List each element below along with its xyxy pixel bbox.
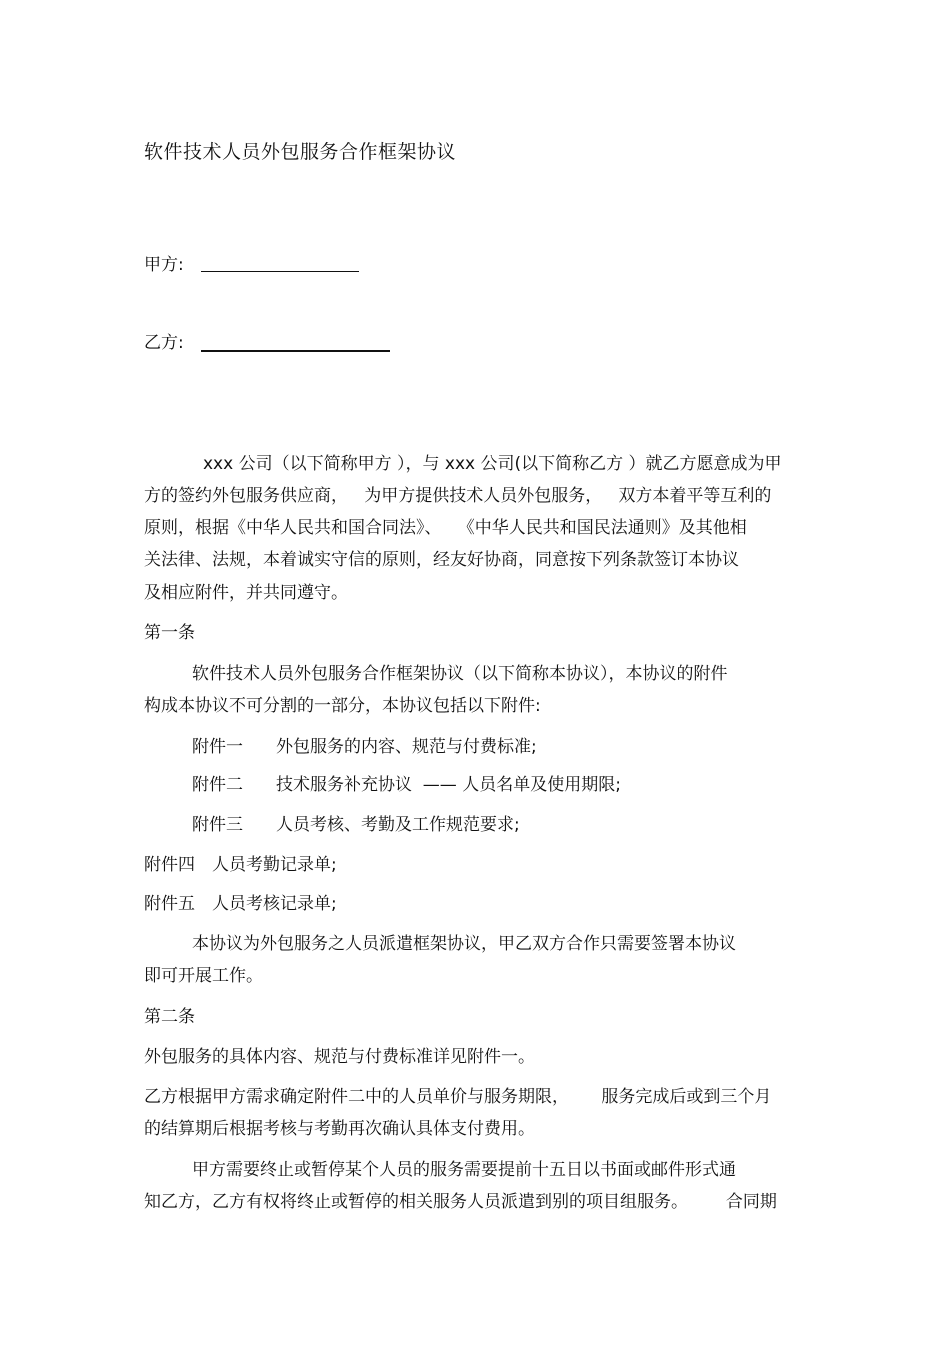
article-2-paragraph-3-line: 甲方需要终止或暂停某个人员的服务需要提前十五日以书面或邮件形式通 bbox=[192, 1160, 736, 1180]
preamble-line: 原则，根据《中华人民共和国合同法》、 《中华人民共和国民法通则》及其他相 bbox=[144, 518, 747, 538]
attachment-5-text: 人员考核记录单; bbox=[212, 894, 337, 914]
article-1-note-line: 本协议为外包服务之人员派遣框架协议，甲乙双方合作只需要签署本协议 bbox=[192, 934, 736, 954]
party-b-blank-line bbox=[201, 350, 390, 352]
attachment-5-label: 附件五 bbox=[144, 894, 195, 914]
article-1-intro-line: 软件技术人员外包服务合作框架协议（以下简称本协议），本协议的附件 bbox=[192, 664, 728, 684]
attachment-3-label: 附件三 bbox=[192, 815, 243, 835]
attachment-1-label: 附件一 bbox=[192, 737, 243, 757]
party-a-blank-line bbox=[201, 271, 359, 272]
preamble-line: xxx 公司（以下简称甲方 ），与 xxx 公司(以下简称乙方 ）就乙方愿意成为甲 bbox=[203, 454, 782, 474]
preamble-line: 关法律、法规，本着诚实守信的原则，经友好协商，同意按下列条款签订本协议 bbox=[144, 550, 739, 570]
attachment-2-text: 技术服务补充协议 —— 人员名单及使用期限; bbox=[276, 775, 621, 795]
preamble-line: 方的签约外包服务供应商， 为甲方提供技术人员外包服务， 双方本着平等互利的 bbox=[144, 486, 772, 506]
article-2-heading: 第二条 bbox=[144, 1007, 195, 1027]
document-title: 软件技术人员外包服务合作框架协议 bbox=[144, 141, 457, 163]
article-1-note-line: 即可开展工作。 bbox=[144, 966, 263, 986]
attachment-1-text: 外包服务的内容、规范与付费标准; bbox=[276, 737, 537, 757]
article-2-paragraph-2-line: 乙方根据甲方需求确定附件二中的人员单价与服务期限， 服务完成后或到三个月 bbox=[144, 1087, 772, 1107]
article-1-heading: 第一条 bbox=[144, 623, 195, 643]
article-1-intro-line: 构成本协议不可分割的一部分，本协议包括以下附件: bbox=[144, 696, 541, 716]
preamble-line: 及相应附件，并共同遵守。 bbox=[144, 583, 348, 603]
party-b-label: 乙方: bbox=[144, 333, 184, 353]
party-a-label: 甲方: bbox=[144, 255, 184, 275]
attachment-2-label: 附件二 bbox=[192, 775, 243, 795]
article-2-paragraph-2-line: 的结算期后根据考核与考勤再次确认具体支付费用。 bbox=[144, 1119, 535, 1139]
attachment-4-text: 人员考勤记录单; bbox=[212, 855, 337, 875]
article-2-paragraph-3-line: 知乙方，乙方有权将终止或暂停的相关服务人员派遣到别的项目组服务。 合同期 bbox=[144, 1192, 777, 1212]
attachment-4-label: 附件四 bbox=[144, 855, 195, 875]
article-2-paragraph-1: 外包服务的具体内容、规范与付费标准详见附件一。 bbox=[144, 1047, 535, 1067]
attachment-3-text: 人员考核、考勤及工作规范要求; bbox=[276, 815, 520, 835]
